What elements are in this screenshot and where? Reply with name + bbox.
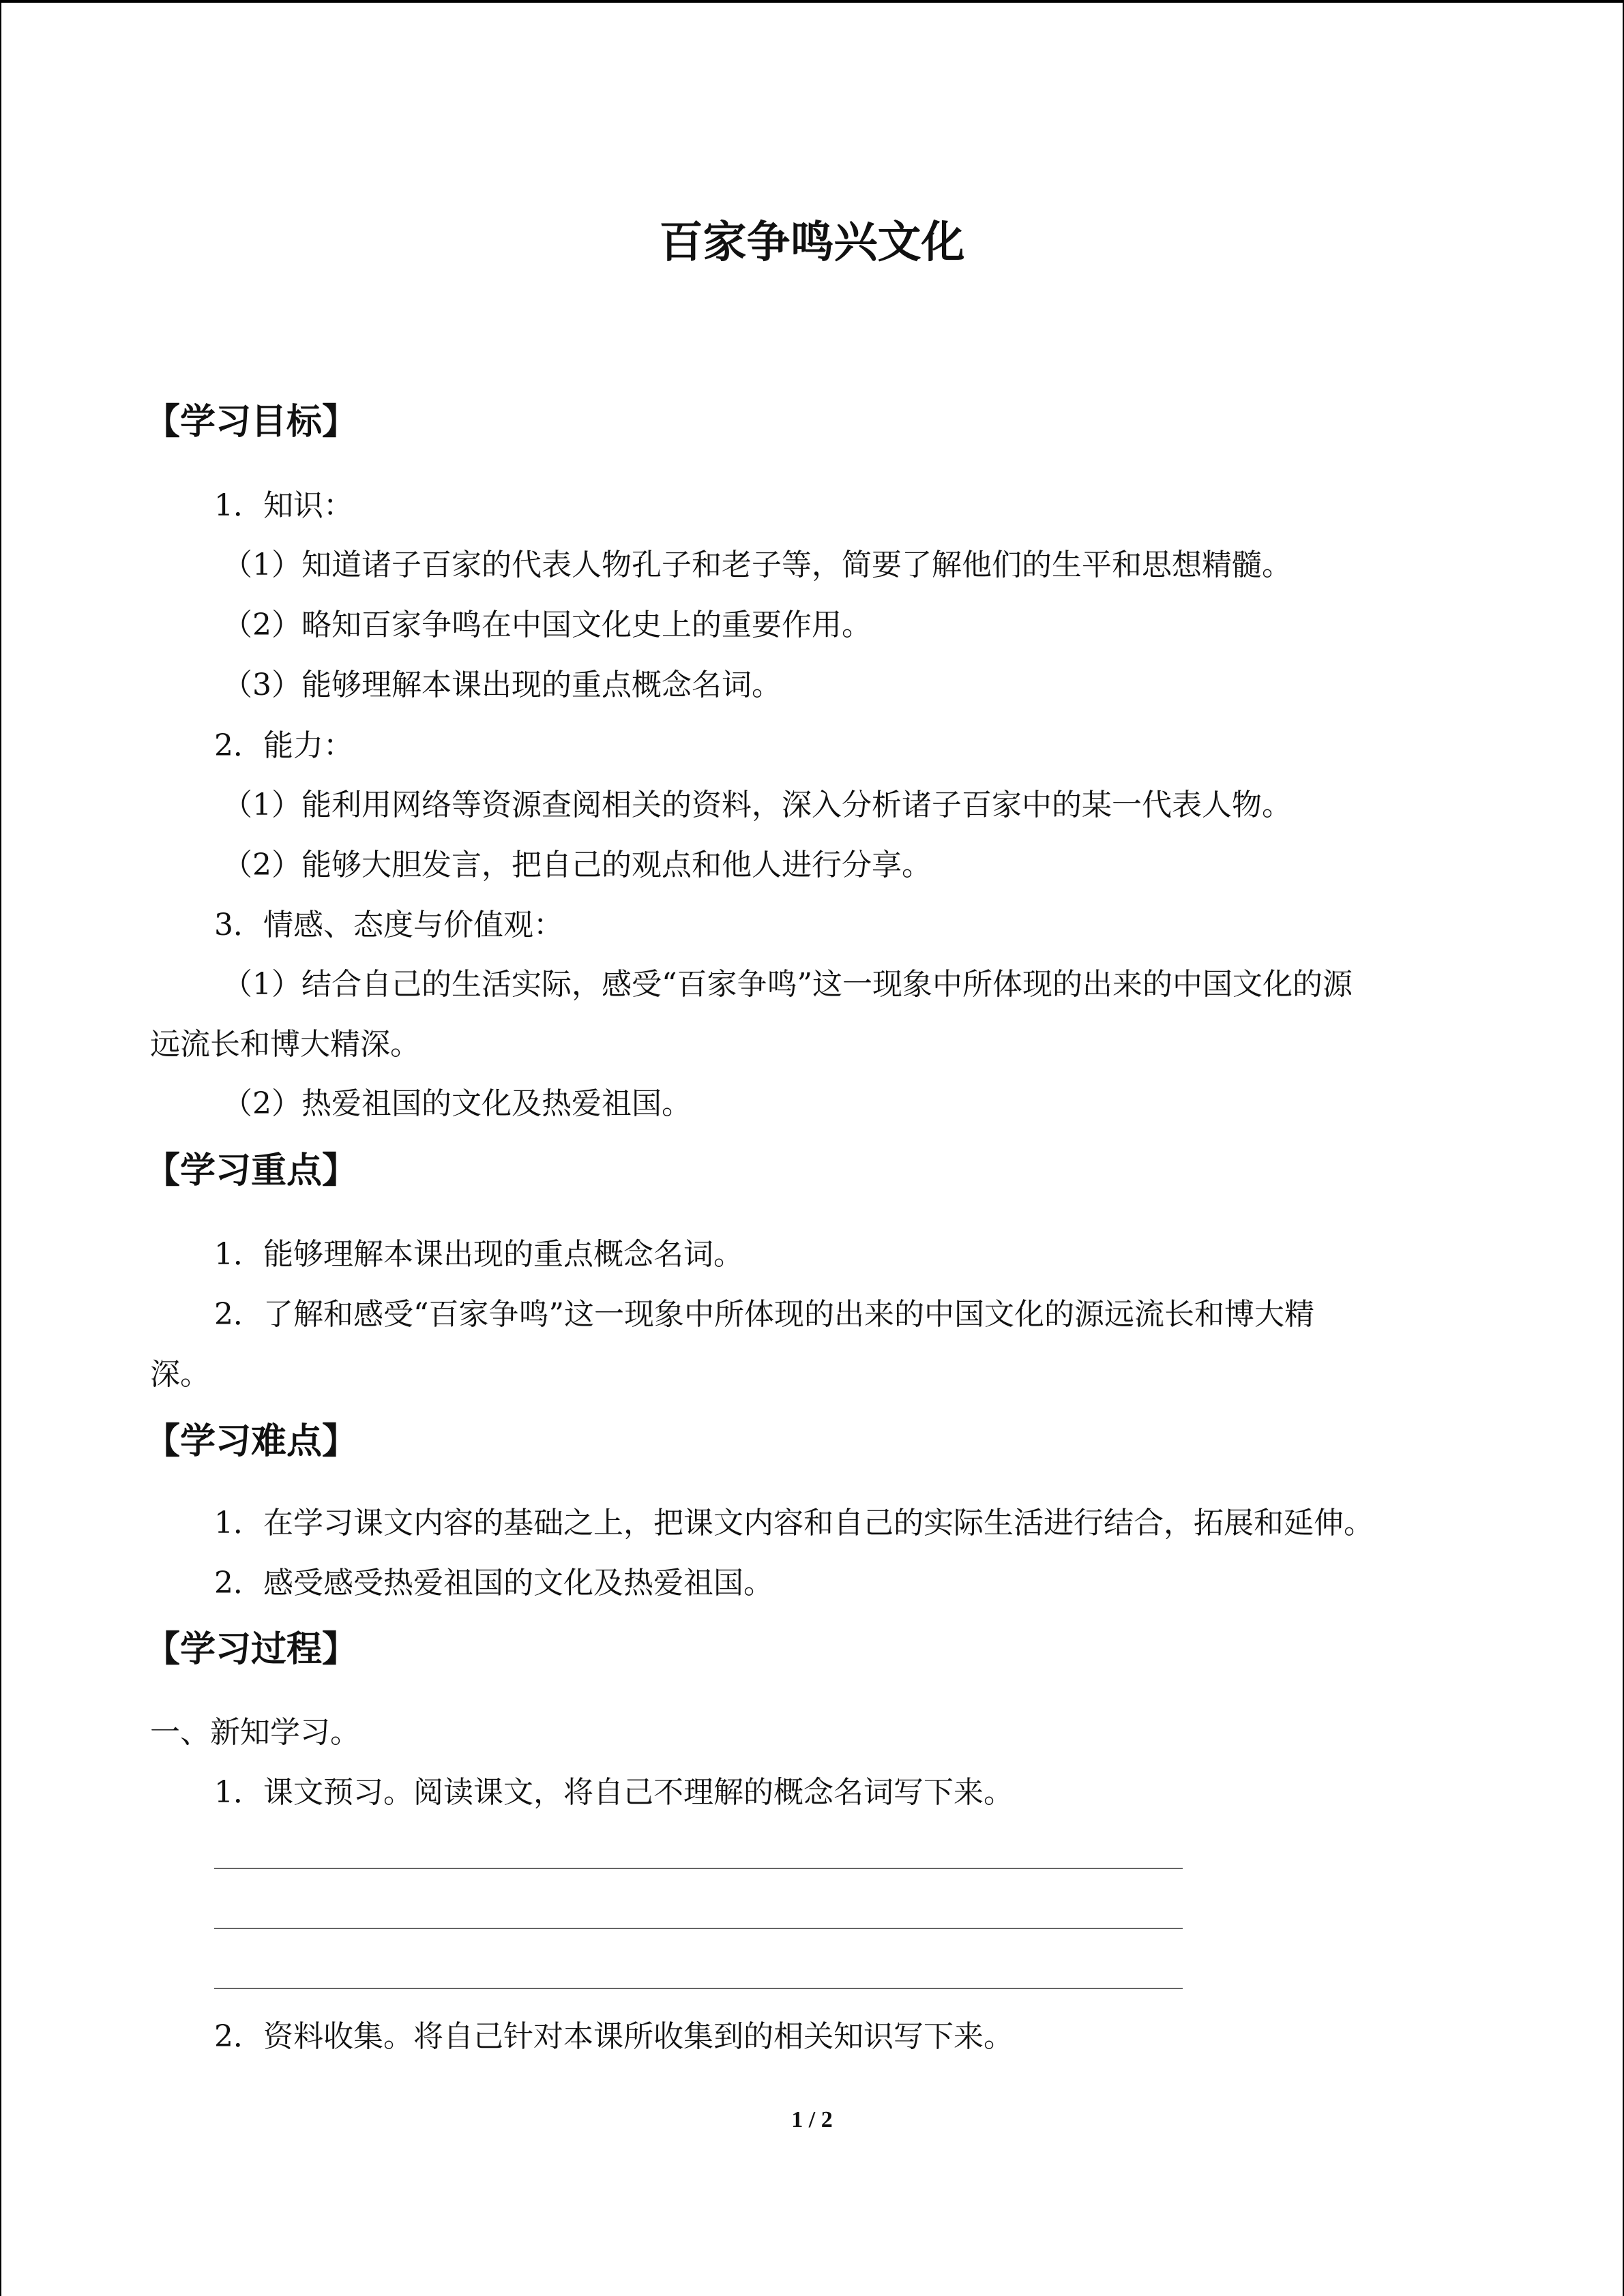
process-line: 2．资料收集。将自己针对本课所收集到的相关知识写下来。	[214, 2019, 1014, 2054]
goal-line: （3）能够理解本课出现的重点概念名词。	[222, 668, 782, 702]
process-line: 1．课文预习。阅读课文，将自己不理解的概念名词写下来。	[214, 1775, 1014, 1810]
page-title: 百家争鸣兴文化	[659, 218, 965, 268]
page-number: 1 / 2	[791, 2107, 833, 2132]
goal-line: 1．知识：	[214, 488, 353, 523]
answer-line	[214, 1988, 1183, 1989]
goal-line: （2）热爱祖国的文化及热爱祖国。	[222, 1086, 692, 1121]
goal-line: （1）能利用网络等资源查阅相关的资料，深入分析诸子百家中的某一代表人物。	[222, 788, 1292, 822]
goal-line: （2）能够大胆发言，把自己的观点和他人进行分享。	[222, 848, 932, 882]
goal-line: 3．情感、态度与价值观：	[214, 908, 563, 942]
goal-line: 远流长和博大精深。	[150, 1027, 420, 1062]
goal-line: （2）略知百家争鸣在中国文化史上的重要作用。	[222, 608, 872, 642]
section-heading-key-points: 【学习重点】	[145, 1150, 358, 1191]
section-heading-process: 【学习过程】	[145, 1629, 358, 1670]
key-point-line: 2．了解和感受“百家争鸣”这一现象中所体现的出来的中国文化的源远流长和博大精	[214, 1297, 1314, 1332]
difficulty-line: 2．感受感受热爱祖国的文化及热爱祖国。	[214, 1566, 773, 1600]
key-point-line: 深。	[150, 1357, 210, 1392]
answer-line	[214, 1868, 1183, 1869]
goal-line: （1）结合自己的生活实际，感受“百家争鸣”这一现象中所体现的出来的中国文化的源	[222, 967, 1353, 1002]
key-point-line: 1．能够理解本课出现的重点概念名词。	[214, 1237, 743, 1272]
process-line: 一、新知学习。	[150, 1715, 360, 1750]
section-heading-difficulties: 【学习难点】	[145, 1421, 358, 1462]
goal-line: 2．能力：	[214, 728, 353, 763]
goal-line: （1）知道诸子百家的代表人物孔子和老子等，简要了解他们的生平和思想精髓。	[222, 548, 1292, 582]
difficulty-line: 1．在学习课文内容的基础之上，把课文内容和自己的实际生活进行结合，拓展和延伸。	[214, 1506, 1374, 1540]
answer-line	[214, 1928, 1183, 1929]
section-heading-goals: 【学习目标】	[145, 402, 358, 443]
